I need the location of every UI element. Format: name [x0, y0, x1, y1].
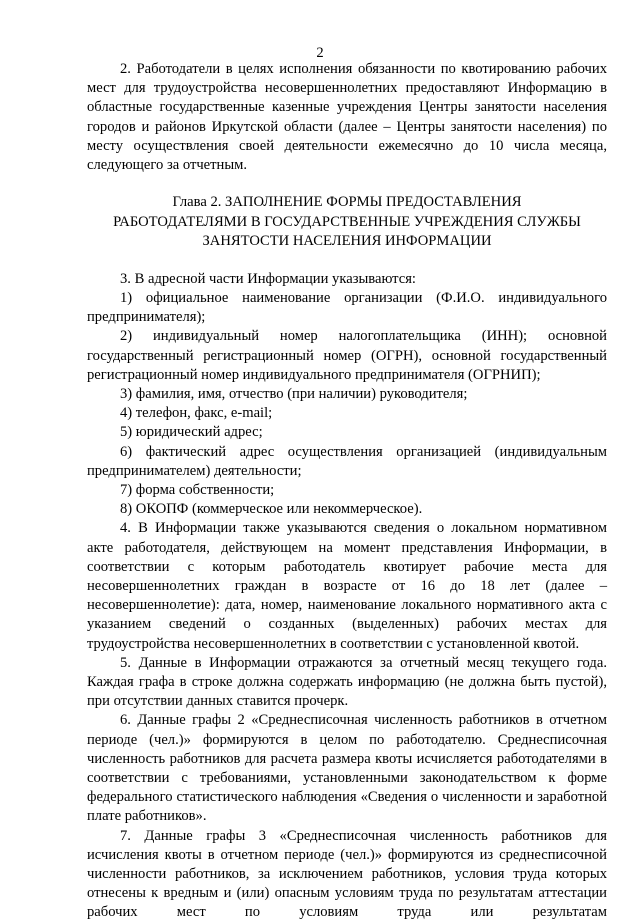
list-item-4: 4) телефон, факс, e-mail;: [120, 405, 273, 422]
paragraph-5: 5. Данные в Информации отражаются за отчетный месяц текущего года. Каждая графа в строке должна содержать информацию (не должна быть пустой), при отсутствии данных ставится прочерк.: [87, 654, 607, 710]
chapter-heading-line-3: ЗАНЯТОСТИ НАСЕЛЕНИЯ ИНФОРМАЦИИ: [202, 233, 492, 250]
paragraph-6: 6. Данные графы 2 «Среднесписочная численность работников в отчетном периоде (чел.)» формируются в целом по работодателю. Среднесписочная численность работников для расчета размера квоты исчисляется работодателями в соответствии с требованиями, установленными законодательством к форме федерального статистического наблюдения «Сведения о численности и заработной плате работников».: [87, 712, 607, 825]
paragraph-3-intro: 3. В адресной части Информации указываются:: [120, 270, 416, 287]
list-item-8: 8) ОКОПФ (коммерческое или некоммерческое).: [120, 501, 423, 518]
paragraph-2: 2. Работодатели в целях исполнения обязанности по квотированию рабочих мест для трудоустройства несовершеннолетних предоставляют Информацию в областные государственные казенные учреждения Центры занятости населения городов и районов Иркутской области (далее – Центры занятости населения) по месту осуществления своей деятельности ежемесячно до 10 числа месяца, следующего за отчетным.: [87, 61, 607, 174]
chapter-heading: [87, 193, 607, 252]
chapter-heading-line-2: РАБОТОДАТЕЛЯМИ В ГОСУДАРСТВЕННЫЕ УЧРЕЖДЕНИЯ СЛУЖБЫ: [113, 213, 581, 230]
document-body: [87, 60, 607, 923]
chapter-heading-line-1: Глава 2. ЗАПОЛНЕНИЕ ФОРМЫ ПРЕДОСТАВЛЕНИЯ: [172, 194, 522, 211]
list-item-2: 2) индивидуальный номер налогоплательщика (ИНН); основной государственный регистрационный номер (ОГРН), основной государственный регистрационный номер индивидуального предпринимателя (ОГРНИП);: [87, 328, 607, 383]
paragraph-4: 4. В Информации также указываются сведения о локальном нормативном акте работодателя, действующем на момент представления Информации, в соответствии с которым работодатель квотирует рабочие места для несовершеннолетних граждан в возрасте от 16 до 18 лет (далее – несовершеннолетие): дата, номер, наименование локального нормативного акта с указанием сведений о созданных (выделенных) рабочих местах для трудоустройства несовершеннолетних в соответствии с установленной квотой.: [87, 520, 607, 652]
list-item-7: 7) форма собственности;: [120, 481, 275, 498]
list-item-1: 1) официальное наименование организации (Ф.И.О. индивидуального предпринимателя);: [87, 289, 607, 326]
list-item-3: 3) фамилия, имя, отчество (при наличии) руководителя;: [120, 385, 468, 402]
list-item-6: 6) фактический адрес осуществления организацией (индивидуальным предпринимателем) деятельности;: [87, 443, 607, 479]
paragraph-7: 7. Данные графы 3 «Среднесписочная численность работников для исчисления квоты в отчетном периоде (чел.)» формируются из среднесписочной численности работников, за исключением работников, условия труда которых отнесены к вредным и (или) опасным условиям труда по результатам аттестации рабочих мест по условиям труда или результатам: [87, 827, 607, 921]
page-number: 2: [316, 45, 324, 61]
list-item-5: 5) юридический адрес;: [120, 424, 263, 441]
